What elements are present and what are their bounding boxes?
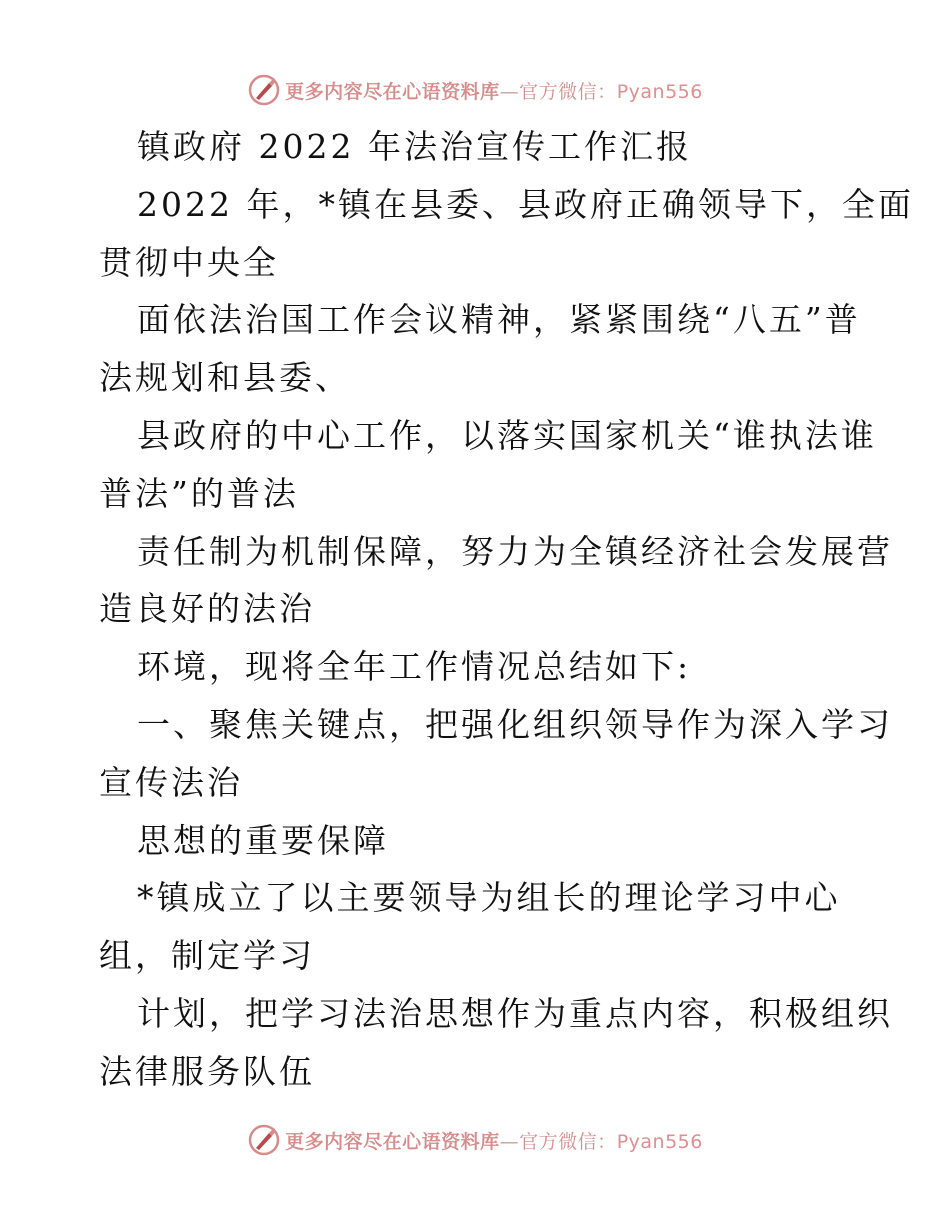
paragraph-line: 法律服务队伍: [99, 1051, 315, 1091]
document-title: 镇政府 2022 年法治宣传工作汇报: [137, 127, 692, 166]
paragraph-line: 组，制定学习: [99, 936, 315, 976]
paragraph-line: 贯彻中央全: [99, 242, 279, 282]
watermark-wechat-label: 官方微信：: [519, 1130, 617, 1153]
quill-logo-icon: [247, 73, 281, 107]
paragraph-line: 环境，现将全年工作情况总结如下:: [137, 647, 692, 687]
paragraph-line: 普法”的普法: [99, 473, 299, 513]
watermark-wechat-id: Pyan556: [616, 80, 703, 103]
paragraph-line: 县政府的中心工作，以落实国家机关“谁执法谁: [137, 415, 877, 455]
header-watermark: [0, 70, 950, 110]
footer-watermark: [0, 1120, 950, 1160]
watermark-wechat-label: 官方微信：: [519, 80, 617, 103]
paragraph-line: 2022 年，*镇在县委、县政府正确领导下，全面: [137, 184, 914, 224]
paragraph-line: 面依法治国工作会议精神，紧紧围绕“八五”普: [137, 300, 861, 340]
quill-logo-icon: [247, 1123, 281, 1157]
watermark-main-text: 更多内容尽在心语资料库: [285, 80, 500, 103]
paragraph-line: 法规划和县委、: [99, 358, 351, 398]
paragraph-line: 责任制为机制保障，努力为全镇经济社会发展营: [137, 531, 893, 571]
section-heading-line: 宣传法治: [99, 762, 243, 802]
paragraph-line: 造良好的法治: [99, 589, 315, 629]
section-heading-line: 思想的重要保障: [137, 820, 389, 860]
watermark-separator: —: [499, 1130, 520, 1153]
watermark-wechat-id: Pyan556: [616, 1130, 703, 1153]
document-body: [99, 118, 914, 1101]
paragraph-line: 计划，把学习法治思想作为重点内容，积极组织: [137, 993, 893, 1033]
section-heading-line: 一、聚焦关键点，把强化组织领导作为深入学习: [137, 704, 893, 744]
paragraph-line: *镇成立了以主要领导为组长的理论学习中心: [137, 878, 841, 918]
watermark-main-text: 更多内容尽在心语资料库: [285, 1130, 500, 1153]
watermark-separator: —: [499, 80, 520, 103]
